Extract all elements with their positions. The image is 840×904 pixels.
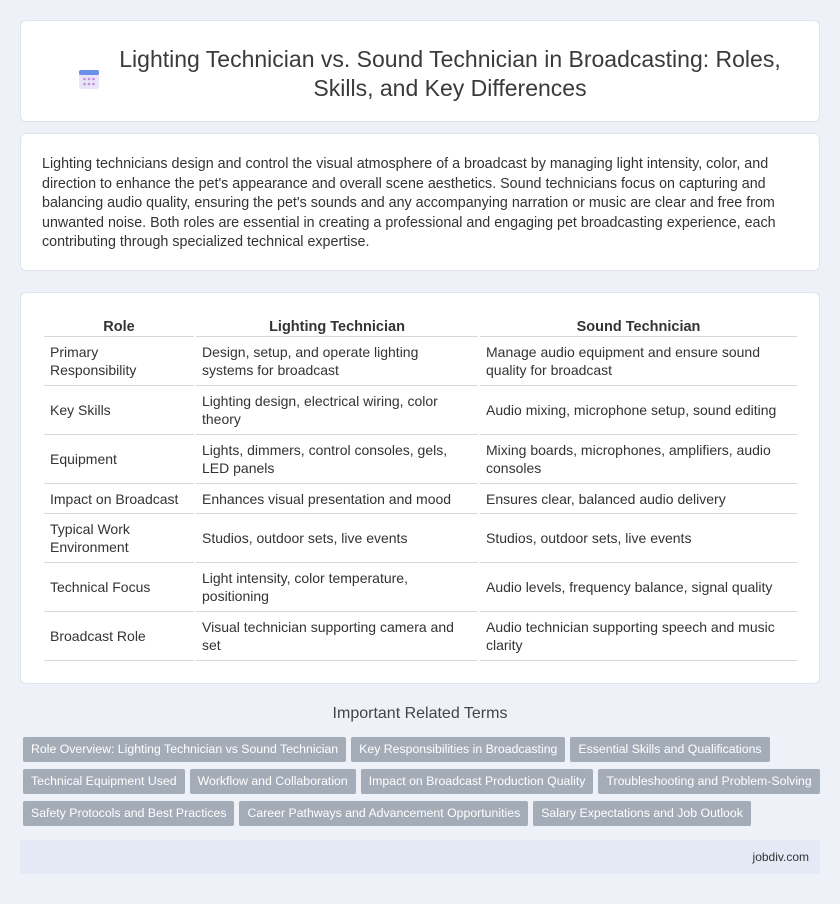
sound-cell: Audio mixing, microphone setup, sound editing: [480, 386, 797, 435]
related-term-tag[interactable]: Salary Expectations and Job Outlook: [533, 801, 751, 826]
table-header-row: [44, 313, 797, 337]
lighting-cell: Studios, outdoor sets, live events: [196, 514, 478, 563]
intro-card: [20, 133, 820, 271]
related-terms-heading: Important Related Terms: [332, 705, 508, 722]
page-title: Lighting Technician vs. Sound Technician in Broadcasting: Roles, Skills, and Key Differences: [119, 46, 781, 101]
comparison-card: [20, 292, 820, 684]
header-lighting-technician: Lighting Technician: [196, 313, 478, 337]
related-term-tag[interactable]: Role Overview: Lighting Technician vs Sound Technician: [23, 737, 346, 762]
related-term-tag[interactable]: Essential Skills and Qualifications: [570, 737, 769, 762]
lighting-cell: Enhances visual presentation and mood: [196, 484, 478, 514]
related-term-tag[interactable]: Key Responsibilities in Broadcasting: [351, 737, 565, 762]
lighting-cell: Lighting design, electrical wiring, color theory: [196, 386, 478, 435]
header-sound-technician: Sound Technician: [480, 313, 797, 337]
related-term-tag[interactable]: Workflow and Collaboration: [190, 769, 356, 794]
related-terms-list: [23, 737, 823, 833]
related-term-tag[interactable]: Technical Equipment Used: [23, 769, 185, 794]
title-card: [20, 20, 820, 122]
intro-paragraph: Lighting technicians design and control the visual atmosphere of a broadcast by managing light intensity, color, and direction to enhance the pet's appearance and overall scene aesthetics. Sound technicians focus on capturing and balancing audio quality, ensuring the pet's sounds and any accompanying narration or music are clear and free from unwanted noise. Both roles are essential in creating a professional and engaging pet broadcasting experience, each contributing through specialized technical expertise.: [42, 156, 776, 250]
sound-cell: Mixing boards, microphones, amplifiers, audio consoles: [480, 435, 797, 484]
table-row: [44, 612, 797, 661]
role-cell: Technical Focus: [44, 563, 194, 612]
sound-cell: Audio levels, frequency balance, signal quality: [480, 563, 797, 612]
sound-cell: Studios, outdoor sets, live events: [480, 514, 797, 563]
table-row: [44, 435, 797, 484]
related-term-tag[interactable]: Safety Protocols and Best Practices: [23, 801, 234, 826]
sound-cell: Audio technician supporting speech and music clarity: [480, 612, 797, 661]
role-cell: Impact on Broadcast: [44, 484, 194, 514]
related-term-tag[interactable]: Troubleshooting and Problem-Solving: [598, 769, 819, 794]
lighting-cell: Design, setup, and operate lighting systems for broadcast: [196, 337, 478, 386]
related-term-tag[interactable]: Career Pathways and Advancement Opportunities: [239, 801, 528, 826]
role-cell: Primary Responsibility: [44, 337, 194, 386]
table-row: [44, 563, 797, 612]
lighting-cell: Lights, dimmers, control consoles, gels, LED panels: [196, 435, 478, 484]
role-cell: Key Skills: [44, 386, 194, 435]
table-row: [44, 514, 797, 563]
lighting-cell: Visual technician supporting camera and set: [196, 612, 478, 661]
table-row: [44, 337, 797, 386]
comparison-table: [42, 313, 799, 661]
table-row: [44, 386, 797, 435]
role-cell: Equipment: [44, 435, 194, 484]
sound-cell: Ensures clear, balanced audio delivery: [480, 484, 797, 514]
role-cell: Typical Work Environment: [44, 514, 194, 563]
related-term-tag[interactable]: Impact on Broadcast Production Quality: [361, 769, 594, 794]
calendar-icon: [78, 68, 100, 90]
role-cell: Broadcast Role: [44, 612, 194, 661]
sound-cell: Manage audio equipment and ensure sound quality for broadcast: [480, 337, 797, 386]
footer-site-link[interactable]: jobdiv.com: [752, 850, 809, 864]
footer: [20, 840, 820, 874]
lighting-cell: Light intensity, color temperature, positioning: [196, 563, 478, 612]
header-role: Role: [44, 313, 194, 337]
table-row: [44, 484, 797, 514]
